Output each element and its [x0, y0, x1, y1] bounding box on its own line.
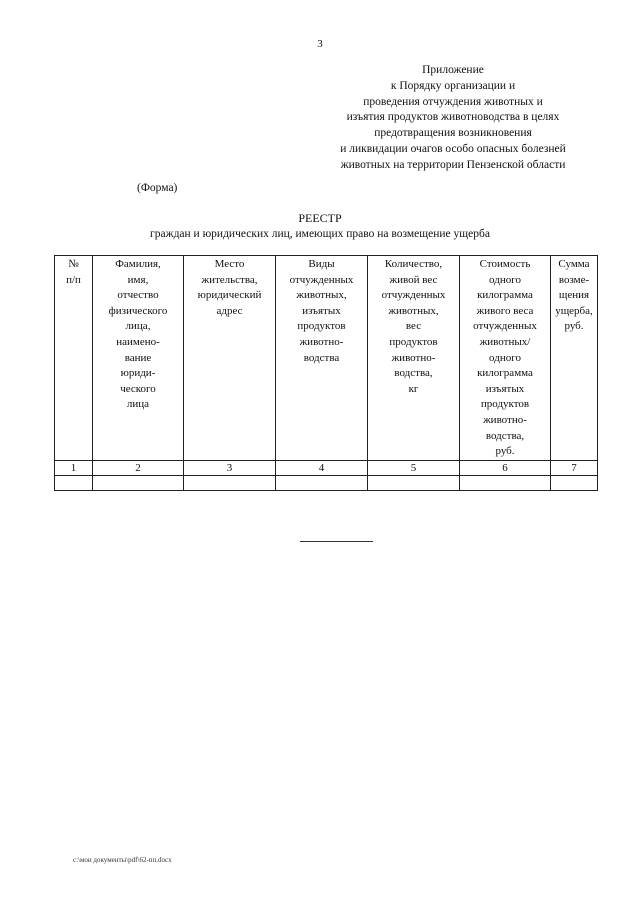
column-header-label: Фамилия, имя, отчество физического лица, наимено- вание юриди- ческого лица — [108, 258, 168, 411]
column-number-cell: 1 — [55, 460, 93, 475]
column-number-cell: 3 — [184, 460, 276, 475]
column-header-label: № п/п — [66, 258, 81, 286]
column-number-row — [55, 460, 598, 475]
empty-cell — [276, 475, 368, 490]
column-header-compensation — [551, 256, 598, 461]
end-of-document-rule — [300, 541, 373, 542]
document-title: РЕЕСТР — [298, 211, 342, 225]
empty-cell — [551, 475, 598, 490]
table-header-row — [55, 256, 598, 461]
appendix-line: предотвращения возникновения — [374, 127, 532, 140]
column-header-label: Количество, живой вес отчужденных животных, вес продуктов животно- водства, кг — [381, 258, 446, 395]
table-row — [55, 475, 598, 490]
appendix-line: изъятия продуктов животноводства в целях — [346, 111, 560, 124]
empty-cell — [93, 475, 184, 490]
column-header-animal-types — [276, 256, 368, 461]
column-header-address — [184, 256, 276, 461]
empty-cell — [368, 475, 460, 490]
appendix-line: Приложение — [422, 64, 484, 76]
column-header-full-name — [93, 256, 184, 461]
appendix-block — [318, 63, 588, 174]
column-number-cell: 2 — [93, 460, 184, 475]
appendix-line: к Порядку организации и — [390, 79, 516, 92]
column-number-cell: 6 — [460, 460, 551, 475]
appendix-line: и ликвидации очагов особо опасных болезней — [340, 142, 566, 155]
document-subtitle: граждан и юридических лиц, имеющих право на возмещение ущерба — [150, 228, 490, 240]
column-number-cell: 5 — [368, 460, 460, 475]
form-label: (Форма) — [137, 182, 178, 194]
column-header-number — [55, 256, 93, 461]
page-number: 3 — [317, 38, 323, 50]
column-number-cell: 7 — [551, 460, 598, 475]
appendix-line: проведения отчуждения животных и — [363, 95, 543, 108]
empty-cell — [460, 475, 551, 490]
empty-cell — [184, 475, 276, 490]
appendix-line: животных на территории Пензенской области — [340, 158, 566, 171]
column-header-quantity — [368, 256, 460, 461]
column-header-label: Виды отчужденных животных, изъятых продуктов животно- водства — [289, 258, 354, 364]
column-number-cell: 4 — [276, 460, 368, 475]
column-header-label: Место жительства, юридический адрес — [197, 258, 262, 317]
registry-table — [54, 255, 598, 491]
column-header-label: Стоимость одного килограмма живого веса отчужденных животных/ одного килограмма изъятых продуктов животно- водства, руб. — [473, 258, 537, 458]
file-path-footer: c:\мои документы\pdf\62-пп.docx — [73, 856, 172, 864]
column-header-price-per-kg — [460, 256, 551, 461]
column-header-label: Сумма возме- щения ущерба, руб. — [555, 258, 593, 333]
empty-cell — [55, 475, 93, 490]
